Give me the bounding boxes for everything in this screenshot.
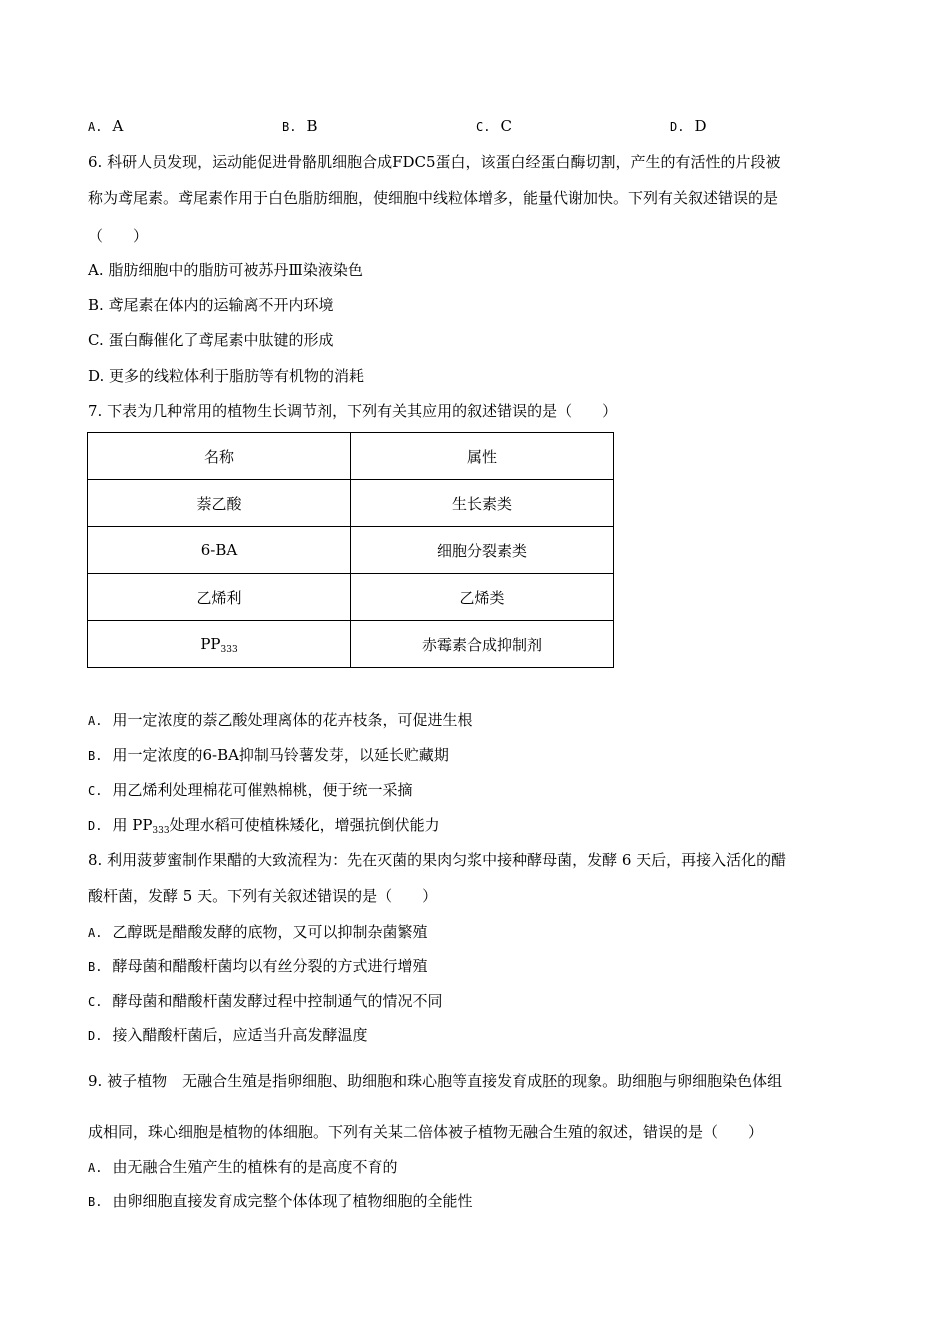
q8-option-d-label: D. xyxy=(88,1029,103,1043)
q6-option-b: B. 鸢尾素在体内的运输离不开内环境 xyxy=(88,296,334,314)
q6-option-c: C. 蛋白酶催化了鸢尾素中肽键的形成 xyxy=(88,331,334,349)
table-cell: 乙烯利 xyxy=(88,574,351,621)
q9-option-a xyxy=(88,1157,397,1178)
table-header-name: 名称 xyxy=(88,433,351,480)
q7-option-a xyxy=(88,710,472,731)
q5-option-b xyxy=(282,116,317,137)
table-row xyxy=(88,574,614,621)
q5-option-a-label: A. xyxy=(88,120,103,134)
q9-option-b-label: B. xyxy=(88,1195,103,1209)
q8-option-b-label: B. xyxy=(88,960,103,974)
q6-option-a: A. 脂肪细胞中的脂肪可被苏丹Ⅲ染液染色 xyxy=(88,261,363,279)
regulator-table xyxy=(87,432,614,668)
q5-option-b-label: B. xyxy=(282,120,297,134)
q5-option-d-label: D. xyxy=(670,120,685,134)
pp-text: PP xyxy=(200,635,221,653)
q7-option-d-label: D. xyxy=(88,819,103,833)
table-row xyxy=(88,527,614,574)
q7-option-d-text-pre: 用 PP xyxy=(112,816,153,834)
q5-option-b-text: B xyxy=(306,117,318,135)
q9-stem-line-2: 成相同，珠心细胞是植物的体细胞。下列有关某二倍体被子植物无融合生殖的叙述，错误的是（ ） xyxy=(88,1123,764,1141)
table-header-property: 属性 xyxy=(351,433,614,480)
q8-option-b-text: 酵母菌和醋酸杆菌均以有丝分裂的方式进行增殖 xyxy=(112,957,428,975)
q8-option-a-text: 乙醇既是醋酸发酵的底物，又可以抑制杂菌繁殖 xyxy=(112,923,428,941)
q7-option-a-text: 用一定浓度的萘乙酸处理离体的花卉枝条，可促进生根 xyxy=(112,711,473,729)
q5-option-d xyxy=(670,116,706,137)
q5-option-d-text: D xyxy=(694,117,707,135)
q6-option-d: D. 更多的线粒体利于脂肪等有机物的消耗 xyxy=(88,367,365,385)
q9-option-b-text: 由卵细胞直接发育成完整个体体现了植物细胞的全能性 xyxy=(112,1192,473,1210)
table-row xyxy=(88,621,614,668)
table-cell: 萘乙酸 xyxy=(88,480,351,527)
q7-option-c-label: C. xyxy=(88,784,103,798)
q6-stem-line-2: 称为鸢尾素。鸢尾素作用于白色脂肪细胞，使细胞中线粒体增多，能量代谢加快。下列有关叙述错误的是 xyxy=(88,189,779,207)
table-cell: 生长素类 xyxy=(351,480,614,527)
table-cell: 乙烯类 xyxy=(351,574,614,621)
q7-option-a-label: A. xyxy=(88,714,103,728)
q8-stem-line-1: 8. 利用菠萝蜜制作果醋的大致流程为：先在灭菌的果肉匀浆中接种酵母菌，发酵 6 天后，再接入活化的醋 xyxy=(88,851,787,869)
q5-option-a-text: A xyxy=(112,117,124,135)
q5-option-c-label: C. xyxy=(476,120,491,134)
q7-option-c xyxy=(88,780,412,801)
q8-option-c-label: C. xyxy=(88,995,103,1009)
q9-stem-line-1: 9. 被子植物 无融合生殖是指卵细胞、助细胞和珠心胞等直接发育成胚的现象。助细胞与卵细胞染色体组 xyxy=(88,1072,783,1090)
table-row xyxy=(88,480,614,527)
q9-option-b xyxy=(88,1191,472,1212)
q5-option-c xyxy=(476,116,512,137)
table-cell xyxy=(88,621,351,668)
q5-option-a xyxy=(88,116,123,137)
q7-option-b-label: B. xyxy=(88,749,103,763)
q8-stem-line-2: 酸杆菌，发酵 5 天。下列有关叙述错误的是（ ） xyxy=(88,887,438,905)
table-header-row xyxy=(88,433,614,480)
q7-option-b-text: 用一定浓度的6-BA抑制马铃薯发芽，以延长贮藏期 xyxy=(112,746,449,764)
q7-option-d xyxy=(88,815,440,836)
q8-option-d-text: 接入醋酸杆菌后，应适当升高发酵温度 xyxy=(112,1026,368,1044)
q8-option-a-label: A. xyxy=(88,926,103,940)
q8-option-d xyxy=(88,1025,367,1046)
q8-option-b xyxy=(88,956,427,977)
q7-option-b xyxy=(88,745,449,766)
q8-option-c xyxy=(88,991,442,1012)
q7-option-d-text-post: 处理水稻可使植株矮化，增强抗倒伏能力 xyxy=(169,816,440,834)
q5-option-c-text: C xyxy=(500,117,512,135)
pp-subscript: 333 xyxy=(220,645,238,655)
q7-option-c-text: 用乙烯利处理棉花可催熟棉桃，便于统一采摘 xyxy=(112,781,413,799)
q6-stem-line-3: （ ） xyxy=(88,227,149,245)
q8-option-c-text: 酵母菌和醋酸杆菌发酵过程中控制通气的情况不同 xyxy=(112,992,443,1010)
q8-option-a xyxy=(88,922,427,943)
q7-stem: 7. 下表为几种常用的植物生长调节剂，下列有关其应用的叙述错误的是（ ） xyxy=(88,402,618,420)
q9-option-a-text: 由无融合生殖产生的植株有的是高度不育的 xyxy=(112,1158,398,1176)
q6-stem-line-1: 6. 科研人员发现，运动能促进骨骼肌细胞合成FDC5蛋白，该蛋白经蛋白酶切割，产生的有活性的片段被 xyxy=(88,153,781,171)
q9-option-a-label: A. xyxy=(88,1161,103,1175)
table-cell: 细胞分裂素类 xyxy=(351,527,614,574)
q7-option-d-subscript: 333 xyxy=(152,826,170,836)
table-cell: 赤霉素合成抑制剂 xyxy=(351,621,614,668)
table-cell: 6-BA xyxy=(88,527,351,574)
